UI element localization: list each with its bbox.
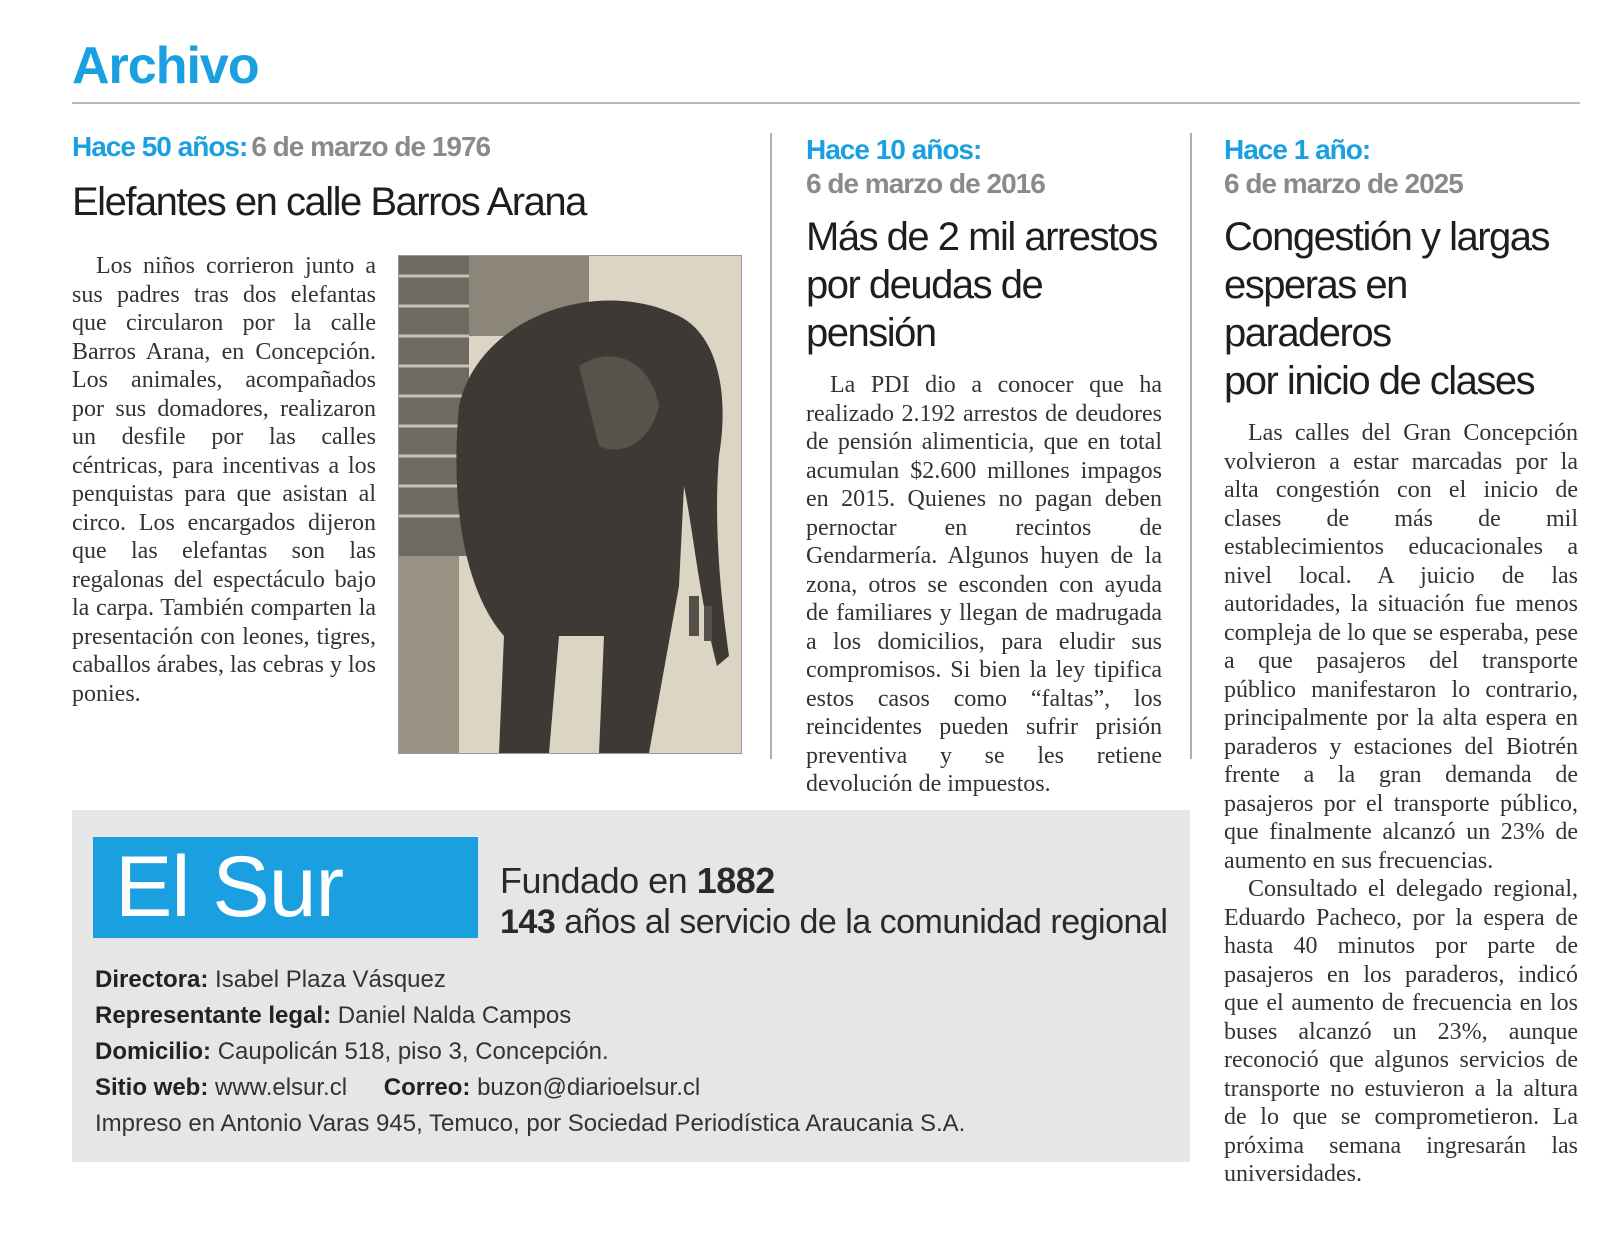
article-headline [806, 213, 1162, 357]
founded-year: 1882 [696, 860, 775, 901]
kicker-date: 6 de marzo de 2025 [1224, 168, 1463, 199]
years-count: 143 [500, 903, 556, 941]
director-label: Directora: [95, 966, 209, 993]
article-1976 [72, 130, 752, 226]
body-paragraph: Consultado el delegado regional, Eduardo Pacheco, por la espera de hasta 40 minutos por parte de pasajeros en los paraderos, indicó que el aumento de frecuencia en los buses alcanzó un 23%, aunque reconoció que algunos servicios de transporte no estuvieron a la altura de lo que se comprometieron. La próxima semana ingresarán las universidades. [1224, 876, 1578, 1187]
address-line [95, 1038, 609, 1066]
web-link[interactable]: www.elsur.cl [215, 1074, 348, 1101]
headline-line: Más de 2 mil arrestos [806, 215, 1157, 259]
elephant-image [399, 256, 741, 753]
section-title: Archivo [72, 37, 259, 95]
article-kicker [72, 130, 752, 164]
kicker-label: Hace 1 año: [1224, 134, 1371, 165]
years-line [500, 903, 1167, 942]
address-label: Domicilio: [95, 1038, 212, 1065]
legal-label: Representante legal: [95, 1002, 332, 1029]
director-name: Isabel Plaza Vásquez [215, 966, 446, 993]
headline-line: por inicio de clases [1224, 359, 1535, 403]
director-line [95, 966, 446, 994]
article-2016 [806, 133, 1162, 799]
body-paragraph: La PDI dio a conocer que ha realizado 2.192 arrestos de deudores de pensión alimenticia, que en total acumulan $2.600 millones impagos en 2015. Quienes no pagan deben pernoctar en recintos de Gendarmería. Algunos huyen de la zona, otros se esconden con ayuda de familiares y llegan de madrugada a los domicilios, para eludir sus compromisos. Si bien la ley tipifica estos casos como “faltas”, los reincidentes pueden sufrir prisión preventiva y se les retiene devolución de impuestos. [806, 372, 1162, 797]
article-headline: Elefantes en calle Barros Arana [72, 180, 586, 224]
el-sur-logo: El Sur [93, 837, 478, 938]
kicker-date: 6 de marzo de 1976 [251, 131, 491, 162]
contact-line [95, 1074, 700, 1102]
legal-line [95, 1002, 571, 1030]
email-link[interactable]: buzon@diarioelsur.cl [477, 1074, 701, 1101]
body-paragraph: Las calles del Gran Concepción volvieron a estar marcadas por la alta congestión con el inicio de clases de más de mil establecimientos educacionales a nivel local. A juicio de las autoridades, la situación fue menos compleja de lo que se esperaba, pese a que pasajeros del transporte público manifestaron lo contrario, principalmente por la alta espera en paraderos y estaciones del Biotrén frente a la gran demanda de pasajeros por el transporte público, que finalmente alcanzó un 23% de aumento en sus frecuencias. [1224, 420, 1578, 874]
elephant-photo [398, 255, 742, 754]
headline-line: por deudas de pensión [806, 263, 1043, 355]
column-divider [770, 133, 772, 759]
kicker-date: 6 de marzo de 2016 [806, 168, 1045, 199]
founded-line [500, 860, 775, 902]
section-rule [72, 102, 1580, 104]
article-body [806, 371, 1162, 799]
kicker-label: Hace 10 años: [806, 134, 982, 165]
years-text: años al servicio de la comunidad regional [564, 903, 1168, 941]
legal-name: Daniel Nalda Campos [337, 1002, 572, 1029]
body-paragraph: Los niños corrieron junto a sus padres tras dos elefantas que circularon por la calle Barros Arana, en Concepción. Los animales, acompañados por sus domadores, realizaron un desfile por las calles céntricas, para incentivas a los penquistas para que asistan al circo. Los encargados dijeron que las elefantas son las regalonas del espectáculo bajo la carpa. También comparten la presentación con leones, tigres, caballos árabes, las cebras y los ponies. [72, 253, 376, 707]
article-2025 [1224, 133, 1578, 1189]
printed-line: Impreso en Antonio Varas 945, Temuco, por Sociedad Periodística Araucania S.A. [95, 1110, 966, 1137]
article-body [72, 252, 376, 708]
article-body [1224, 419, 1578, 1189]
article-headline [1224, 213, 1578, 405]
address-value: Caupolicán 518, piso 3, Concepción. [217, 1038, 609, 1065]
headline-line: Congestión y largas [1224, 215, 1550, 259]
email-label: Correo: [383, 1074, 471, 1101]
column-divider [1190, 133, 1192, 759]
headline-line: esperas en paraderos [1224, 263, 1407, 355]
founded-text: Fundado en [500, 860, 688, 901]
kicker-label: Hace 50 años: [72, 131, 248, 162]
web-label: Sitio web: [95, 1074, 209, 1101]
